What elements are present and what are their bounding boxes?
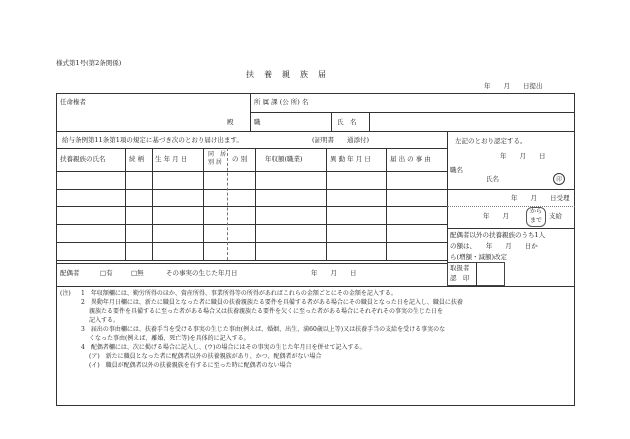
dept-label: 所 属 課 (公 所) 名 — [254, 98, 309, 106]
form-number: 様式第1号(第2条関係) — [56, 59, 122, 67]
col-header-reason: 届 出 の 事 由 — [390, 155, 431, 163]
name-label: 氏 名 — [337, 118, 357, 126]
from-label: から — [530, 208, 543, 215]
submission-date: 年 月 日提出 — [484, 82, 543, 90]
form-title: 扶 養 親 族 届 — [246, 70, 327, 79]
col-header-relation: 続 柄 — [129, 155, 145, 163]
notes-label: (注) — [60, 290, 71, 297]
pay-label: 支給 — [549, 212, 562, 220]
note-line: 2 異動年月日欄には、新たに職員となった者に職員の扶養親族たる要件を具備する者がある場合にその職員となった日を記入し、職員に扶養 — [81, 299, 463, 306]
received-date: 年 月 日受理 — [511, 194, 570, 202]
handler-label-1: 取扱者 — [450, 264, 470, 272]
handler-label-2: 認 印 — [450, 274, 470, 282]
note-line: (ア) 新たに職員となった者に配偶者以外の扶養親族があり、かつ、配偶者がない場合 — [89, 353, 322, 360]
note-line: 3 届出の事由欄には、扶養手当を受ける事実の生じた事由(例えば、婚姻、出生、満60歳以上等)又は扶養手当の支給を受ける事実のな — [81, 326, 446, 333]
spouse-no-checkbox[interactable]: □無 — [131, 269, 144, 277]
spouse-label: 配偶者 — [60, 269, 80, 277]
revision-text-1: 配偶者以外の扶養親族のうち1人 — [450, 231, 546, 239]
notice-text: 給与条例第11条第1項の規定に基づき次のとおり届け出ます。 — [62, 136, 243, 144]
col-header-living-kind: の 別 — [232, 155, 248, 163]
spouse-date-text: その事実の生じた年月日 — [166, 269, 238, 277]
note-line: 4 配偶者欄には、次に掲げる場合に記入し、(ウ)の場合にはその事実の生じた年月日を併せて記入する。 — [81, 344, 366, 351]
col-header-living: 同 居 別 居 — [208, 151, 227, 166]
col-header-income: 年収額(職業) — [265, 155, 303, 163]
confirm-text: 左記のとおり認定する。 — [455, 137, 527, 145]
note-line: (イ) 職員が配偶者以外の扶養親族を有するに至った時に配偶者のない場合 — [89, 362, 292, 369]
seal-mark: 印 — [553, 173, 565, 185]
note-line: くなった事由(例えば、離婚、死亡等)を具体的に記入する。 — [89, 335, 250, 342]
from-to-label: 年 月 — [483, 212, 509, 220]
to-label: まで — [530, 217, 543, 224]
col-header-change-date: 異 動 年 月 日 — [330, 155, 371, 163]
col-header-name: 扶養親族の氏名 — [60, 155, 106, 163]
revision-text-3: ら(増額・減額)改定 — [450, 253, 508, 261]
attach-text: (証明書 通添付) — [312, 136, 370, 144]
confirm-date: 年 月 日 — [500, 152, 546, 160]
revision-text-2: の額は、 年 月 日か — [450, 242, 538, 250]
dono-label: 殿 — [227, 118, 234, 126]
confirm-post: 職名 — [450, 166, 463, 174]
note-line: 1 年収額欄には、勤労所得のほか、資産所得、事業所得等の所得があればこれらの金額ごとにその金額を記入する。 — [81, 290, 397, 297]
spouse-yes-checkbox[interactable]: □有 — [100, 269, 113, 277]
post-label: 職 — [254, 118, 261, 126]
note-line: 親族たる要件を具備するに至った者がある場合又は扶養親族たる要件を欠くに至った者がある場合にそれぞれその事実の生じた日を — [89, 308, 444, 315]
spouse-date-fill: 年 月 日 — [311, 269, 357, 277]
appointer-label: 任命権者 — [60, 98, 86, 106]
col-header-birth: 生 年 月 日 — [155, 155, 188, 163]
note-line: 記入する。 — [89, 317, 120, 324]
confirm-name: 氏名 — [486, 175, 499, 183]
